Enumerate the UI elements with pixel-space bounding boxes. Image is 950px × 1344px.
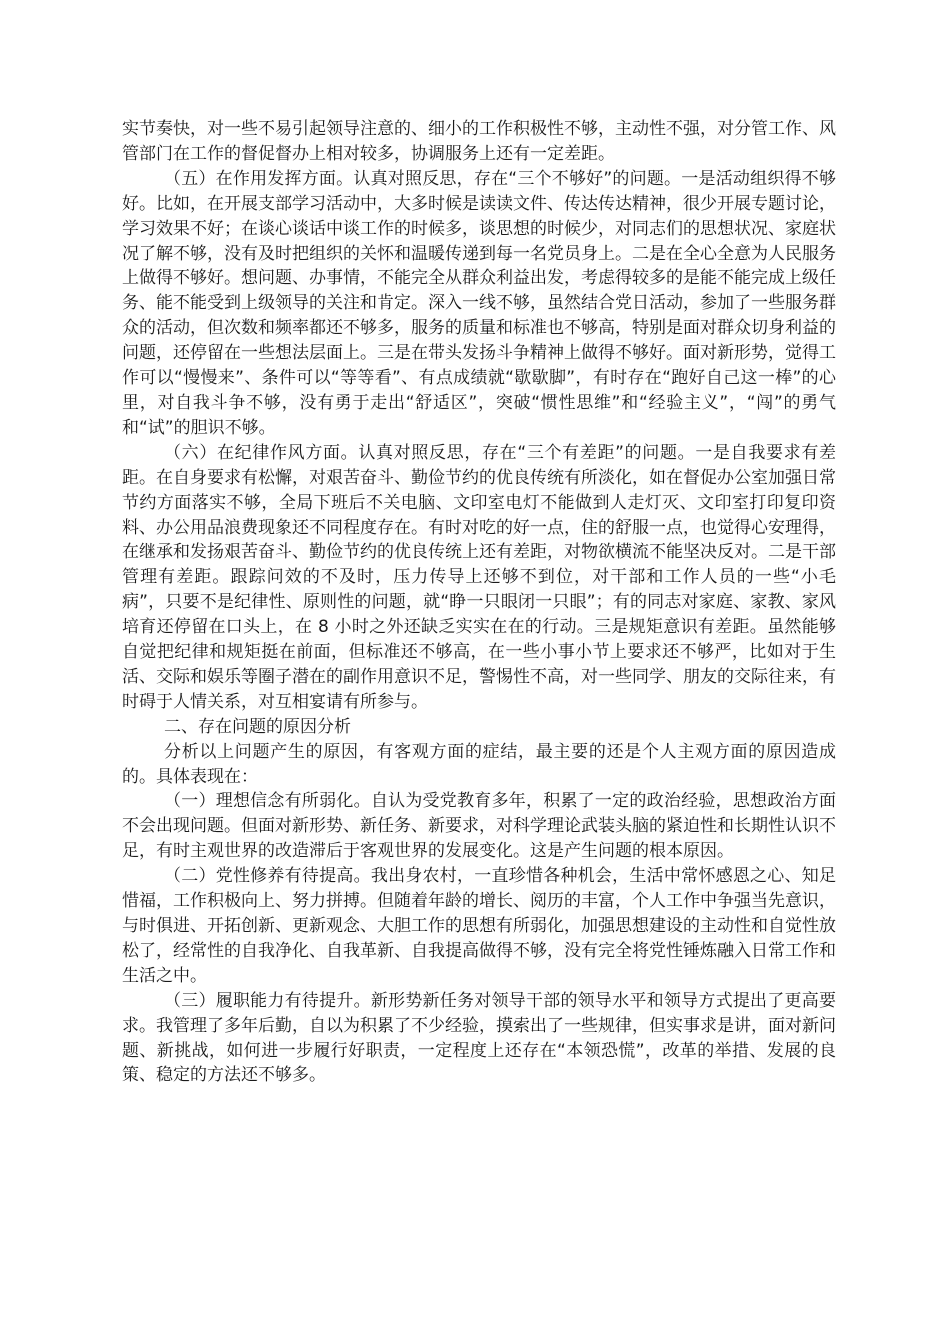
section-heading-cause-analysis: 二、存在问题的原因分析: [164, 716, 351, 737]
paragraph-section-5: （五）在作用发挥方面。认真对照反思，存在“三个不够好”的问题。一是活动组织得不够好。比如，在开展支部学习活动中，大多时候是读读文件、传达传达精神，很少开展专题讨论，学习效果不好；在谈心谈话中谈工作的时候多，谈思想的时候少，对同志们的思想状况、家庭状况了解不够，没有及时把组织的关怀和温暖传递到每一名党员身上。二是在全心全意为人民服务上做得不够好。想问题、办事情，不能完全从群众利益出发，考虑得较多的是能不能完成上级任务、能不能受到上级领导的关注和肯定。深入一线不够，虽然结合党日活动，参加了一些服务群众的活动，但次数和频率都还不够多，服务的质量和标准也不够高，特别是面对群众切身利益的问题，还停留在一些想法层面上。三是在带头发扬斗争精神上做得不够好。面对新形势，觉得工作可以“慢慢来”、条件可以“等等看”、有点成绩就“歇歇脚”，有时存在“跑好自己这一棒”的心里，对自我斗争不够，没有勇于走出“舒适区”，突破“惯性思维”和“经验主义”，“闯”的勇气和“试”的胆识不够。: [122, 168, 836, 438]
paragraph-analysis-intro: 分析以上问题产生的原因，有客观方面的症结，最主要的还是个人主观方面的原因造成的。具体表现在：: [122, 741, 836, 787]
document-page: [122, 117, 836, 1088]
paragraph-cause-1: （一）理想信念有所弱化。自认为受党教育多年，积累了一定的政治经验，思想政治方面不会出现问题。但面对新形势、新任务、新要求，对科学理论武装头脑的紧迫性和长期性认识不足，有时主观世界的改造滞后于客观世界的发展变化。这是产生问题的根本原因。: [122, 791, 836, 862]
paragraph-cause-2: （二）党性修养有待提高。我出身农村，一直珍惜各种机会，生活中常怀感恩之心、知足惜福，工作积极向上、努力拼搏。但随着年龄的增长、阅历的丰富，个人工作中争强当先意识，与时俱进、开拓创新、更新观念、大胆工作的思想有所弱化，加强思想建设的主动性和自觉性放松了，经常性的自我净化、自我革新、自我提高做得不够，没有完全将党性锤炼融入日常工作和生活之中。: [122, 866, 836, 986]
paragraph-continuation: 实节奏快，对一些不易引起领导注意的、细小的工作积极性不够，主动性不强，对分管工作、风管部门在工作的督促督办上相对较多，协调服务上还有一定差距。: [122, 119, 836, 164]
paragraph-section-6: （六）在纪律作风方面。认真对照反思，存在“三个有差距”的问题。一是自我要求有差距。在自身要求有松懈，对艰苦奋斗、勤俭节约的优良传统有所淡化，如在督促办公室加强日常节约方面落实不够，全局下班后不关电脑、文印室电灯不能做到人走灯灭、文印室打印复印资料、办公用品浪费现象还不同程度存在。有时对吃的好一点，住的舒服一点，也觉得心安理得，在继承和发扬艰苦奋斗、勤俭节约的优良传统上还有差距，对物欲横流不能坚决反对。二是干部管理有差距。跟踪问效的不及时，压力传导上还够不到位，对干部和工作人员的一些“小毛病”，只要不是纪律性、原则性的问题，就“睁一只眼闭一只眼”；有的同志对家庭、家教、家风培育还停留在口头上，在 8 小时之外还缺乏实实在在的行动。三是规矩意识有差距。虽然能够自觉把纪律和规矩挺在前面，但标准还不够高，在一些小事小节上要求还不够严，比如对于生活、交际和娱乐等圈子潜在的副作用意识不足，警惕性不高，对一些同学、朋友的交际往来，有时碍于人情关系，对互相宴请有所参与。: [122, 442, 836, 712]
paragraph-cause-3: （三）履职能力有待提升。新形势新任务对领导干部的领导水平和领导方式提出了更高要求。我管理了多年后勤，自以为积累了不少经验，摸索出了一些规律，但实事求是讲，面对新问题、新挑战，如何进一步履行好职责，一定程度上还存在“本领恐慌”，改革的举措、发展的良策、稳定的方法还不够多。: [122, 990, 836, 1086]
